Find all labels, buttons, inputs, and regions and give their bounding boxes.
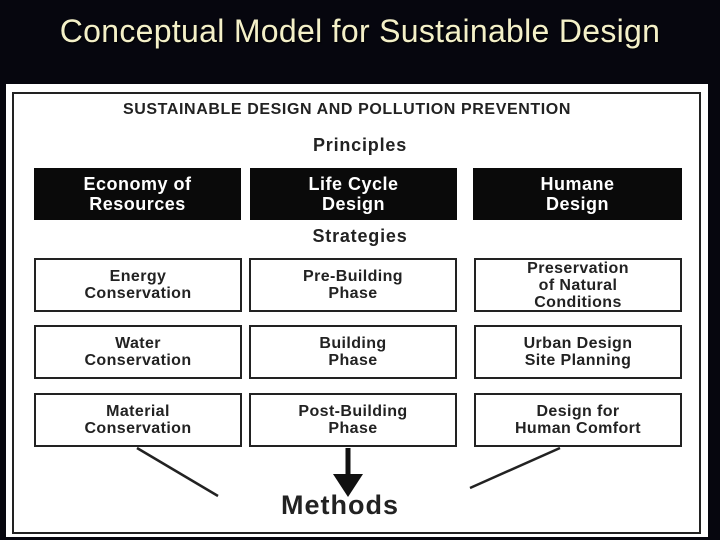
right-connector-line: [470, 448, 560, 488]
strategy-preservation-of-natural-conditions: Preservation of Natural Conditions: [474, 258, 682, 312]
left-connector-line: [137, 448, 218, 496]
principles-label: Principles: [312, 135, 408, 155]
strategy-urban-design-site-planning: Urban Design Site Planning: [474, 325, 682, 379]
diagram-heading: SUSTAINABLE DESIGN AND POLLUTION PREVENTION: [122, 101, 572, 118]
principle-humane-design: Humane Design: [473, 168, 682, 220]
strategy-water-conservation: Water Conservation: [34, 325, 242, 379]
principle-economy-of-resources: Economy of Resources: [34, 168, 241, 220]
strategies-label: Strategies: [312, 226, 408, 246]
strategy-building-phase: Building Phase: [249, 325, 457, 379]
methods-label: Methods: [281, 490, 399, 520]
slide-title: Conceptual Model for Sustainable Design: [59, 13, 661, 49]
principle-life-cycle-design: Life Cycle Design: [250, 168, 457, 220]
strategy-design-for-human-comfort: Design for Human Comfort: [474, 393, 682, 447]
strategy-material-conservation: Material Conservation: [34, 393, 242, 447]
strategy-post-building-phase: Post-Building Phase: [249, 393, 457, 447]
strategy-energy-conservation: Energy Conservation: [34, 258, 242, 312]
strategy-pre-building-phase: Pre-Building Phase: [249, 258, 457, 312]
